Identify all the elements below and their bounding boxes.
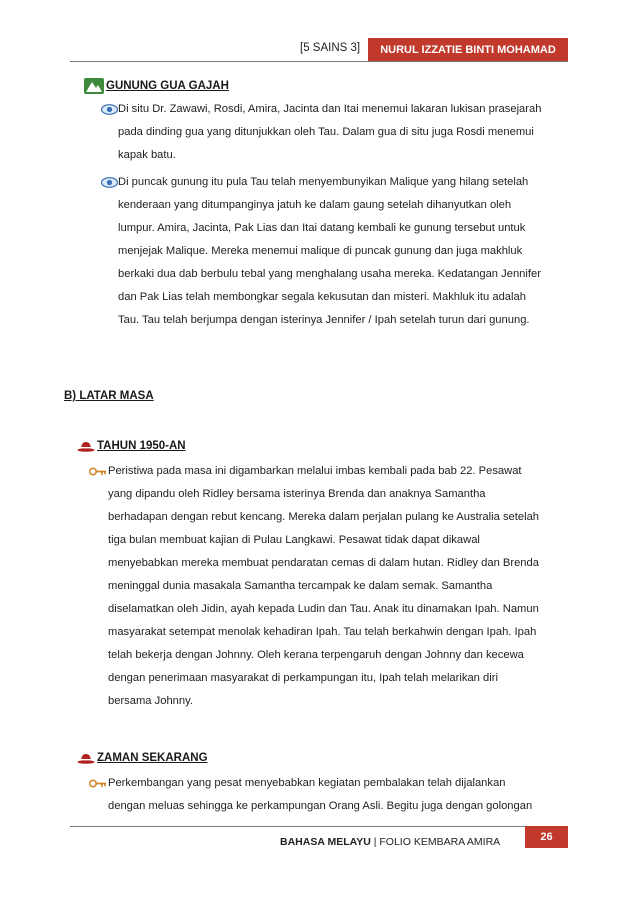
class-code: [5 SAINS 3] (300, 42, 361, 54)
paragraph-tahun (108, 460, 578, 713)
page-header (0, 38, 638, 62)
text-line: dan Pak Lias telah membongkar segala kekusutan dan misteri. Makhluk itu adalah (118, 291, 526, 303)
paragraph-gunung-1 (118, 98, 578, 167)
heading-gunung-label: GUNUNG GUA GAJAH (106, 80, 229, 92)
key-icon (89, 467, 107, 476)
author-name-badge: NURUL IZZATIE BINTI MOHAMAD (368, 38, 568, 62)
footer-subject: BAHASA MELAYU (280, 836, 371, 848)
page-number-badge: 26 (525, 826, 568, 848)
footer-title: FOLIO KEMBARA AMIRA (379, 836, 501, 848)
text-line: Tau. Tau telah berjumpa dengan isterinya Jennifer / Ipah setelah turun dari gunung. (118, 314, 530, 326)
text-line: Perkembangan yang pesat menyebabkan kegiatan pembalakan telah dijalankan (108, 777, 506, 789)
heading-gunung (84, 78, 229, 94)
text-line: diselamatkan oleh Jidin, ayah kepada Ludin dan Tau. Anak itu dinamakan Ipah. Namun (108, 603, 539, 615)
text-line: dengan meluas sehingga ke perkampungan Orang Asli. Begitu juga dengan golongan (108, 800, 533, 812)
text-line: kapak batu. (118, 149, 176, 161)
key-icon (89, 779, 107, 788)
section-heading-latar-masa: B) LATAR MASA (64, 390, 154, 402)
text-line: Di puncak gunung itu pula Tau telah menyembunyikan Malique yang hilang setelah (118, 176, 529, 188)
text-line: Peristiwa pada masa ini digambarkan melalui imbas kembali pada bab 22. Pesawat (108, 465, 522, 477)
hat-icon (77, 440, 95, 452)
paragraph-gunung-2 (118, 171, 578, 332)
heading-zaman (77, 752, 208, 764)
text-line: pada dinding gua yang ditunjukkan oleh Tau. Dalam gua di situ juga Rosdi menemui (118, 126, 534, 138)
text-line: masyarakat setempat menolak kehadiran Ipah. Tau telah berkahwin dengan Ipah. Ipah (108, 626, 537, 638)
text-line: telah bekerja dengan Johnny. Oleh kerana terpengaruh dengan Johnny dan kecewa (108, 649, 524, 661)
text-line: bersama Johnny. (108, 695, 193, 707)
text-line: kenderaan yang ditumpanginya jatuh ke dalam gaung setelah dihanyutkan oleh (118, 199, 512, 211)
heading-tahun-label: TAHUN 1950-AN (97, 440, 186, 452)
footer-divider (70, 826, 568, 827)
eye-icon (101, 104, 118, 115)
eye-icon (101, 177, 118, 188)
heading-zaman-label: ZAMAN SEKARANG (97, 752, 208, 764)
text-line: menyebabkan mereka membuat pendaratan cemas di dalam hutan. Ridley dan Brenda (108, 557, 539, 569)
paragraph-zaman (108, 772, 578, 818)
footer-caption (280, 836, 500, 848)
footer-separator: | (370, 836, 380, 848)
header-divider (70, 61, 568, 62)
hat-icon (77, 752, 95, 764)
text-line: Di situ Dr. Zawawi, Rosdi, Amira, Jacinta dan Itai menemui lakaran lukisan prasejarah (118, 103, 542, 115)
text-line: lumpur. Amira, Jacinta, Pak Lias dan Itai datang kembali ke gunung tersebut untuk (118, 222, 526, 234)
text-line: meninggal dunia masakala Samantha tercampak ke dalam semak. Samantha (108, 580, 493, 592)
text-line: berhadapan dengan rebut kencang. Mereka dalam perjalan pulang ke Australia setelah (108, 511, 540, 523)
heading-tahun (77, 440, 186, 452)
text-line: tiga bulan membuat kajian di Pulau Langkawi. Pesawat tidak dapat dikawal (108, 534, 480, 546)
text-line: menjejak Malique. Mereka menemui malique di puncak gunung dan juga makhluk (118, 245, 523, 257)
text-line: dengan penerimaan masyarakat di perkampungan itu, Ipah telah melarikan diri (108, 672, 498, 684)
mountain-icon (84, 78, 104, 94)
text-line: berkaki dua dab berbulu tebal yang menghalang usaha mereka. Kedatangan Jennifer (118, 268, 541, 280)
text-line: yang dipandu oleh Ridley bersama isterinya Brenda dan anaknya Samantha (108, 488, 486, 500)
